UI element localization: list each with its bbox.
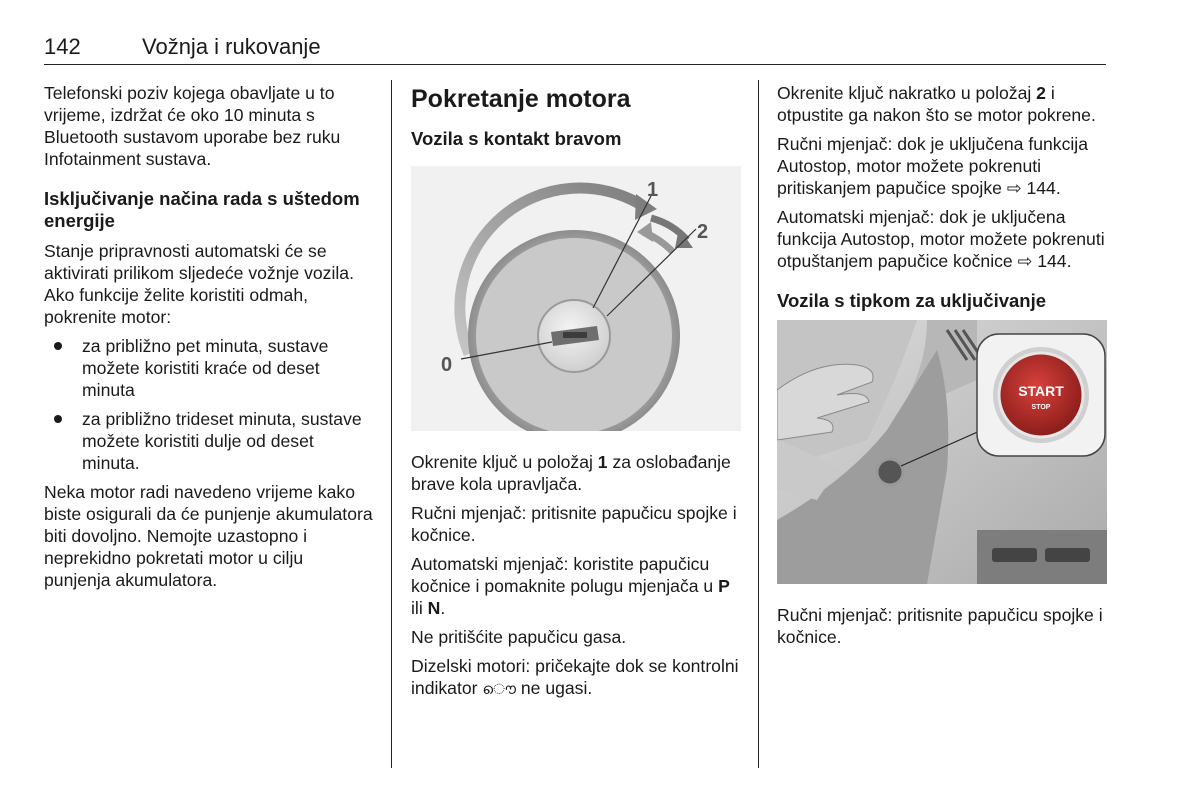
duration-list: [44, 335, 374, 474]
subheading-ignition-lock: Vozila s kontakt bravom: [411, 128, 622, 149]
ignition-lock-illustration: [411, 166, 741, 431]
start-button-manual-paragraph: Ručni mjenjač: pritisnite papučicu spojke i kočnice.: [777, 605, 1103, 647]
subheading-start-button: Vozila s tipkom za uključivanje: [777, 290, 1047, 311]
chapter-title: Vožnja i rukovanje: [142, 34, 321, 59]
page-number: 142: [44, 34, 81, 59]
start-label: START: [1018, 383, 1064, 399]
section-title-engine-start: Pokretanje motora: [411, 85, 631, 113]
automatic-gearbox-paragraph: Automatski mjenjač: koristite papučicu kočnice i pomaknite polugu mjenjača u P ili N.: [411, 554, 730, 618]
column-right: [777, 82, 1109, 655]
position-0-label: 0: [441, 354, 453, 376]
glow-plug-indicator-icon: ൌ: [482, 681, 516, 698]
stop-label: STOP: [1031, 404, 1051, 411]
autostop-automatic-paragraph: Automatski mjenjač: dok je uključena funkcija Autostop, motor možete pokrenuti otpuštanjem papučice kočnice ⇨ 144.: [777, 207, 1105, 271]
column-middle: [411, 82, 743, 708]
battery-paragraph: Neka motor radi navedeno vrijeme kako biste osigurali da će punjenje akumulatora biti dovoljno. Nemojte uzastopno i neprekidno pokretati motor u cilju punjenja akumulatora.: [44, 482, 373, 590]
page-header: [44, 30, 1106, 65]
column-divider-left: [391, 80, 392, 768]
diesel-paragraph: Dizelski motori: pričekajte dok se kontrolni indikator ൌ ne ugasi.: [411, 656, 739, 698]
position-1-label: 1: [647, 179, 659, 201]
autostop-manual-paragraph: Ručni mjenjač: dok je uključena funkcija Autostop, motor možete pokrenuti pritiskanjem papučice spojke ⇨ 144.: [777, 134, 1088, 198]
page-reference[interactable]: 144: [1026, 178, 1056, 198]
page-reference-arrow-icon: ⇨: [1017, 251, 1033, 271]
column-left: [44, 82, 374, 598]
accelerator-paragraph: Ne pritišćite papučicu gasa.: [411, 627, 627, 647]
manual-gearbox-paragraph: Ručni mjenjač: pritisnite papučicu spojke i kočnice.: [411, 503, 737, 545]
page-reference-arrow-icon: ⇨: [1006, 178, 1022, 198]
standby-paragraph: Stanje pripravnosti automatski će se aktivirati prilikom sljedeće vožnje vozila. Ako funkcije želite koristiti odmah, pokrenite motor:: [44, 241, 354, 327]
position-2-label: 2: [697, 221, 709, 243]
start-stop-button-photo: [777, 320, 1107, 584]
list-item: za približno trideset minuta, sustave možete koristiti dulje od deset minuta.: [44, 408, 374, 474]
intro-paragraph: Telefonski poziv kojega obavljate u to vrijeme, izdržat će oko 10 minuta s Bluetooth sustavom uporabe bez ruku Infotainment sustava.: [44, 83, 341, 169]
bullet-icon: [54, 342, 62, 350]
key-position-paragraph: Okrenite ključ u položaj 1 za oslobađanje brave kola upravljača.: [411, 452, 731, 494]
column-divider-right: [758, 80, 759, 768]
page-reference[interactable]: 144: [1037, 251, 1067, 271]
release-key-paragraph: Okrenite ključ nakratko u položaj 2 i otpustite ga nakon što se motor pokrene.: [777, 83, 1096, 125]
bullet-icon: [54, 415, 62, 423]
section-heading-energy-saving: Isključivanje načina rada s uštedom energije: [44, 188, 360, 231]
list-item: za približno pet minuta, sustave možete koristiti kraće od deset minuta: [44, 335, 374, 401]
